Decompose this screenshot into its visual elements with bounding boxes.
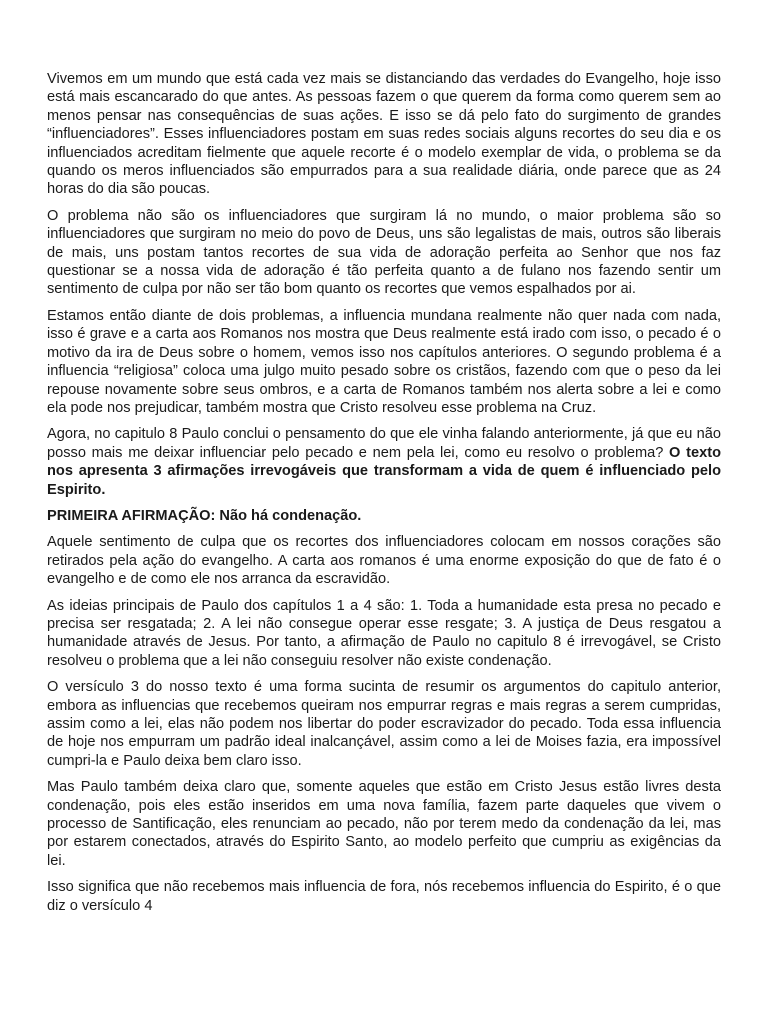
- paragraph-influencers-problem: O problema não são os influenciadores que surgiram lá no mundo, o maior problema são so influenciadores que surgiram no meio do povo de Deus, uns são legalistas de mais, outros são liberais de mais, uns postam tantos recortes de sua vida de adoração perfeita ao Senhor que nos faz questionar se a nossa vida de adoração é tão perfeita quanto a de fulano nos fazendo sentir um sentimento de culpa por não ser tão bom quanto os recortes que vemos espalhados por ai.: [47, 207, 721, 298]
- paragraph-main-ideas: As ideias principais de Paulo dos capítulos 1 a 4 são: 1. Toda a humanidade esta presa no pecado e precisa ser resgatada; 2. A lei não consegue operar esse resgate; 3. A justiça de Deus resgatou a humanidade através de Jesus. Por tanto, a afirmação de Paulo no capitulo 8 é irrevogável, se Cristo resolveu o problema que a lei não conseguiu resolver não existe condenação.: [47, 597, 721, 669]
- paragraph-intro: Vivemos em um mundo que está cada vez mais se distanciando das verdades do Evangelho, hoje isso está mais escancarado do que antes. As pessoas fazem o que querem da forma como querem sem ao menos pensar nas consequências de suas ações. E isso se dá pelo fato do surgimento de grandes “influenciadores”. Esses influenciadores postam em suas redes sociais alguns recortes do seu dia e os influenciados acreditam fielmente que aquele recorte é o modelo exemplar de vida, o problema se da quando os meros influenciados são empurrados para a sua realidade diária, onde parece que as 24 horas do dia são poucas.: [47, 71, 721, 198]
- paragraph-in-christ: Mas Paulo também deixa claro que, somente aqueles que estão em Cristo Jesus estão livres desta condenação, pois eles estão inseridos em uma nova família, fazem parte daqueles que vivem o processo de Santificação, eles renunciam ao pecado, não por terem medo da condenação da lei, mas por estarem conectados, através do Espirito Santo, ao modelo perfeito que cumpriu as exigências da lei.: [47, 779, 721, 869]
- paragraph-chapter-8: [47, 425, 721, 499]
- paragraph-spirit-influence: Isso significa que não recebemos mais influencia de fora, nós recebemos influencia do Espirito, é o que diz o versículo 4: [47, 879, 721, 914]
- section-heading-first-affirmation: PRIMEIRA AFIRMAÇÃO: Não há condenação.: [47, 507, 362, 524]
- paragraph-chapter-8-emphasis: O texto nos apresenta 3 afirmações irrevogáveis que transformam a vida de quem é influenciado pelo Espirito.: [47, 444, 721, 498]
- paragraph-guilt-feeling: Aquele sentimento de culpa que os recortes dos influenciadores colocam em nossos corações são retirados pela ação do evangelho. A carta aos romanos é uma enorme exposição do que de fato é o evangelho e de como ele nos arranca da escravidão.: [47, 534, 721, 588]
- paragraph-two-problems: Estamos então diante de dois problemas, a influencia mundana realmente não quer nada com nada, isso é grave e a carta aos Romanos nos mostra que Deus realmente está irado com isso, o pecado é o motivo da ira de Deus sobre o homem, vemos isso nos capítulos anteriores. O segundo problema é a influencia “religiosa” coloca uma julgo muito pesado sobre os cristãos, fazendo com que o peso da lei repouse novamente sobre seus ombros, e a carta de Romanos também nos alerta sobre a lei e como ela pode nos prejudicar, também mostra que Cristo resolveu esse problema na Cruz.: [47, 307, 721, 416]
- paragraph-verse-3: O versículo 3 do nosso texto é uma forma sucinta de resumir os argumentos do capitulo anterior, embora as influencias que recebemos queiram nos empurrar regras e mais regras a serem cumpridas, assim como a lei, elas não podem nos libertar do poder escravizador do pecado. Toda essa influencia de hoje nos empurram um padrão ideal inalcançável, assim como a lei de Moises fazia, era impossível cumpri-la e Paulo deixa bem claro isso.: [47, 679, 721, 769]
- document-page: [47, 70, 721, 923]
- paragraph-chapter-8-text: Agora, no capitulo 8 Paulo conclui o pensamento do que ele vinha falando anteriormente, já que eu não posso mais me deixar influenciar pelo pecado e nem pela lei, como eu resolvo o problema?: [47, 426, 721, 461]
